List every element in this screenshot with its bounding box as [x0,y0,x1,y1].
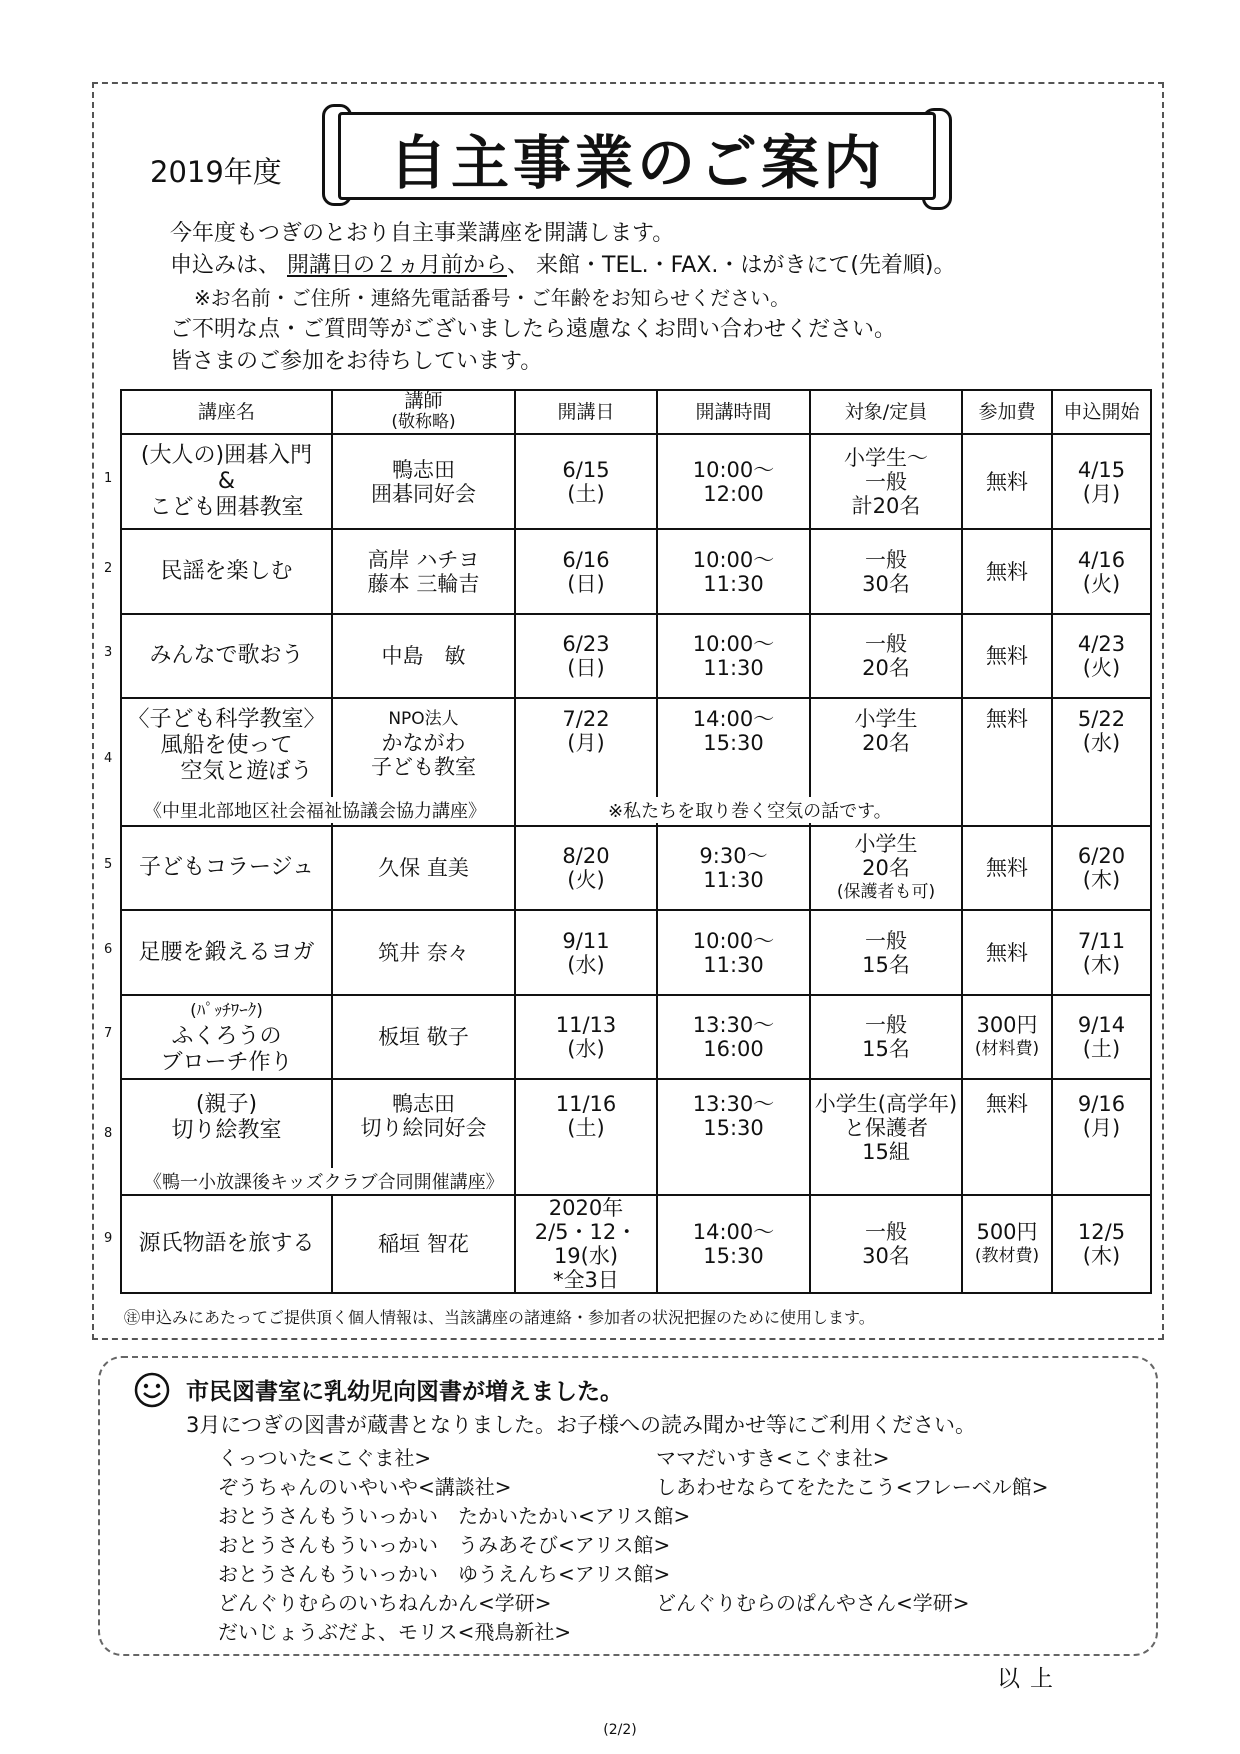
cell-time [657,434,810,529]
apply-line: 7/11 [1077,928,1126,953]
cell-apply [1052,698,1151,826]
time-line: 12:00 [703,481,764,506]
cell-name [121,910,332,995]
closing-mark: 以上 [997,1666,1063,1692]
cell-target [810,614,962,698]
target-line: 20名 [862,731,910,755]
target-line: 小学生～ [844,445,928,470]
target-line: 小学生 [854,832,918,856]
teacher-line: 稲垣 智花 [378,1232,469,1256]
time-line: 13:30～ [692,1092,775,1116]
book-item: どんぐりむらのいちねんかん<学研> [218,1591,552,1615]
cell-date [515,614,657,698]
col-header-target: 対象/定員 [810,390,962,434]
cell-target [810,995,962,1079]
time-line: 16:00 [703,1037,764,1061]
teacher-line: 板垣 敬子 [378,1025,469,1049]
fee-line: 300円 [976,1013,1038,1037]
name-line: 空気と遊ぼう [180,759,313,784]
teacher-line: 高岸 ハチヨ [367,547,480,572]
time-line: 14:00～ [692,1220,775,1244]
fee-line: 無料 [986,707,1028,731]
page-number: (2/2) [603,1722,637,1738]
time-line: 11:30 [703,868,764,892]
time-line: 15:30 [703,1244,764,1268]
name-line: 切り絵教室 [171,1118,282,1143]
time-line: 11:30 [703,656,764,680]
name-line: & [217,468,236,494]
target-line: 30名 [862,1244,910,1268]
cell-date [515,434,657,529]
cell-apply [1052,910,1151,995]
apply-line: (月) [1082,1116,1121,1140]
teacher-line: 藤本 三輪吉 [367,571,480,596]
table-row [121,826,1151,910]
cell-apply [1052,1195,1151,1293]
cell-teacher [332,995,515,1079]
time-line: 11:30 [703,571,764,596]
cell-teacher [332,826,515,910]
teacher-header-label: 講師 [404,390,443,412]
teacher-line: 筑井 奈々 [378,940,469,965]
date-line: (日) [567,656,605,680]
teacher-line: NPO法人 [388,709,459,729]
intro-text [170,218,956,378]
apply-line: 9/16 [1077,1092,1126,1116]
fee-line: 無料 [986,559,1028,584]
cell-teacher [332,529,515,614]
cell-fee [962,529,1052,614]
cell-date [515,910,657,995]
cell-fee [962,614,1052,698]
table-row [121,614,1151,698]
time-line: 13:30～ [692,1013,775,1037]
cell-apply [1052,826,1151,910]
col-header-teacher [332,390,515,434]
time-line: 15:30 [703,731,764,755]
target-line: 15名 [862,952,910,977]
book-item: おとうさんもういっかい たかいたかい<アリス館> [218,1504,691,1528]
cell-target [810,910,962,995]
target-line: 一般 [865,469,907,494]
teacher-line: 鴨志田 [392,457,455,482]
apply-line: 4/16 [1077,547,1126,572]
course-rows [121,434,1151,1293]
name-line: (大人の)囲碁入門 [140,442,313,468]
cell-target [810,529,962,614]
title-scroll [322,104,952,204]
remark-row4-right: ※私たちを取り巻く空気の話です。 [606,797,894,823]
name-line: 足腰を鍛えるヨガ [138,939,315,965]
intro-line-2 [170,250,956,282]
book-item: しあわせならてをたたこう<フレーベル館> [656,1475,1049,1499]
cell-date [515,529,657,614]
intro-line-2-post: 、 来館・TEL.・FAX.・はがきにて(先着順)。 [507,253,956,278]
library-title: 市民図書室に乳幼児向図書が増えました。 [186,1379,623,1405]
name-line: みんなで歌おう [149,643,304,668]
cell-date [515,1079,657,1195]
cell-fee [962,434,1052,529]
cell-fee [962,1079,1052,1195]
cell-teacher [332,1195,515,1293]
cell-target [810,1079,962,1195]
remark-row8-left: 《鴨一小放課後キッズクラブ合同開催講座》 [142,1168,506,1194]
teacher-line: 子ども教室 [371,755,476,779]
book-item: おとうさんもういっかい うみあそび<アリス館> [218,1533,671,1557]
col-header-time: 開講時間 [657,390,810,434]
teacher-line: 鴨志田 [392,1092,455,1116]
cell-apply [1052,995,1151,1079]
book-item: どんぐりむらのぱんやさん<学研> [656,1591,970,1615]
cell-fee [962,826,1052,910]
row-number: 1 [104,470,113,486]
book-item: おとうさんもういっかい ゆうえんち<アリス館> [218,1562,671,1586]
target-line: 一般 [865,547,907,572]
cell-time [657,826,810,910]
cell-date [515,995,657,1079]
col-header-fee: 参加費 [962,390,1052,434]
cell-fee [962,698,1052,826]
name-line: (親子) [195,1092,258,1117]
apply-line: (水) [1082,731,1121,755]
cell-apply [1052,529,1151,614]
apply-line: (木) [1082,1244,1121,1268]
col-header-date: 開講日 [515,390,657,434]
table-row [121,910,1151,995]
name-line: (ﾊﾟｯﾁﾜｰｸ) [190,1001,263,1021]
cell-teacher [332,910,515,995]
apply-line: 4/15 [1077,457,1126,482]
date-line: (水) [567,952,605,977]
row-number: 4 [104,751,113,766]
name-line: 子どもコラージュ [138,855,315,880]
date-line: 2020年 [548,1196,624,1220]
apply-line: (木) [1082,952,1121,977]
time-line: 10:00～ [692,632,775,656]
apply-line: (木) [1082,868,1121,892]
fee-line: 無料 [986,644,1028,668]
target-line: 小学生(高学年) [814,1092,958,1116]
row-number: 7 [104,1026,113,1041]
intro-line-3: ご不明な点・ご質問等がございましたら遠慮なくお問い合わせください。 [170,317,897,342]
fee-line: 無料 [986,856,1028,880]
teacher-line: 切り絵同好会 [360,1116,487,1140]
time-line: 9:30～ [699,844,768,868]
date-line: 6/23 [562,632,610,656]
fee-line: (教材費) [974,1246,1040,1266]
target-line: 20名 [862,856,910,880]
date-line: 6/15 [562,457,610,482]
remark-row4-left: 《中里北部地区社会福祉協議会協力講座》 [142,797,488,823]
cell-fee [962,995,1052,1079]
target-line: 20名 [862,656,910,680]
apply-line: 4/23 [1077,632,1126,656]
apply-line: (火) [1082,656,1121,680]
name-line: 民謡を楽しむ [160,558,293,584]
target-line: 一般 [865,928,907,953]
row-number: 8 [104,1126,113,1141]
row-number: 9 [104,1230,113,1246]
cell-time [657,995,810,1079]
fee-line: 500円 [976,1220,1038,1244]
target-line: 一般 [865,632,907,656]
apply-line: 9/14 [1077,1013,1126,1037]
time-line: 10:00～ [692,547,775,572]
fee-line: 無料 [986,1092,1028,1116]
cell-target [810,1195,962,1293]
date-line: 11/13 [555,1013,617,1037]
name-line: こども囲碁教室 [149,494,304,520]
cell-time [657,1195,810,1293]
cell-name [121,826,332,910]
row-number: 2 [104,560,113,576]
teacher-line: 久保 直美 [378,856,469,880]
table-row [121,1195,1151,1293]
target-line: 小学生 [854,707,918,731]
apply-line: 6/20 [1077,844,1126,868]
library-description: 3月につぎの図書が蔵書となりました。お子様への読み聞かせ等にご利用ください。 [186,1413,976,1437]
teacher-line: 中島 敏 [381,644,466,668]
apply-line: 12/5 [1077,1220,1126,1244]
apply-line: (月) [1082,481,1121,506]
date-line: 9/11 [562,928,610,953]
target-line: 一般 [865,1013,907,1037]
table-row [121,529,1151,614]
date-line: (日) [567,571,605,596]
intro-line-4: 皆さまのご参加をお待ちしています。 [170,349,543,374]
cell-target [810,434,962,529]
name-line: 源氏物語を旅する [138,1231,315,1256]
name-line: 〈子ども科学教室〉 [127,707,326,732]
date-line: 2/5・12・ [534,1220,638,1244]
row-number: 6 [104,941,113,957]
teacher-line: 囲碁同好会 [371,481,476,506]
book-item: ママだいすき<こぐま社> [656,1446,890,1470]
cell-apply [1052,1079,1151,1195]
date-line: 6/16 [562,547,610,572]
date-line: 8/20 [562,844,610,868]
date-line: 11/16 [555,1092,617,1116]
table-row [121,434,1151,529]
cell-date [515,826,657,910]
target-line: 一般 [865,1220,907,1244]
book-item: くっついた<こぐま社> [218,1446,432,1470]
fee-line: 無料 [986,469,1028,494]
cell-name [121,1195,332,1293]
target-line: と保護者 [844,1116,928,1140]
target-line: 15組 [862,1140,910,1164]
book-item: だいじょうぶだよ、モリス<飛鳥新社> [218,1620,572,1644]
col-header-name: 講座名 [121,390,332,434]
course-table [120,389,1152,1294]
cell-time [657,910,810,995]
date-line: *全3日 [553,1268,619,1292]
fee-line: (材料費) [974,1039,1040,1059]
target-line: (保護者も可) [836,882,936,902]
name-line: ふくろうの [171,1024,282,1049]
name-line: ブローチ作り [160,1050,293,1075]
cell-name [121,434,332,529]
cell-fee [962,1195,1052,1293]
cell-time [657,614,810,698]
table-header-row [121,390,1151,434]
time-line: 10:00～ [692,457,775,482]
apply-line: 5/22 [1077,707,1126,731]
page-title: 自主事業のご案内 [388,129,885,197]
row-number: 5 [104,857,113,872]
date-line: (土) [567,481,605,506]
cell-target [810,826,962,910]
cell-name [121,529,332,614]
apply-line: (火) [1082,571,1121,596]
cell-time [657,1079,810,1195]
table-row [121,995,1151,1079]
date-line: (水) [567,1037,605,1061]
cell-time [657,529,810,614]
target-line: 30名 [862,571,910,596]
teacher-line: かながわ [381,731,466,755]
privacy-footnote: ㊟申込みにあたってご提供頂く個人情報は、当該講座の諸連絡・参加者の状況把握のために使用します。 [124,1308,875,1327]
smiley-icon [134,1372,170,1408]
cell-apply [1052,434,1151,529]
date-line: 7/22 [562,707,610,731]
time-line: 11:30 [703,952,764,977]
target-line: 15名 [862,1037,910,1061]
date-line: 19(水) [553,1244,619,1268]
cell-teacher [332,434,515,529]
teacher-header-note: (敬称略) [391,412,456,432]
date-line: (火) [567,868,605,892]
intro-line-1: 今年度もつぎのとおり自主事業講座を開講します。 [170,221,675,246]
time-line: 14:00～ [692,707,775,731]
apply-period-emphasis: 開講日の２ヵ月前から [287,253,508,278]
cell-fee [962,910,1052,995]
cell-teacher [332,614,515,698]
cell-date [515,1195,657,1293]
target-line: 計20名 [851,493,921,518]
time-line: 15:30 [703,1116,764,1140]
fiscal-year: 2019年度 [150,155,282,189]
name-line: 風船を使って [160,733,293,758]
cell-name [121,995,332,1079]
row-number: 3 [104,645,113,660]
book-item: ぞうちゃんのいやいや<講談社> [218,1475,512,1499]
time-line: 10:00～ [692,928,775,953]
fee-line: 無料 [986,940,1028,965]
cell-apply [1052,614,1151,698]
cell-name [121,614,332,698]
date-line: (月) [567,731,605,755]
intro-note: ※お名前・ご住所・連絡先電話番号・ご年齢をお知らせください。 [194,286,791,310]
apply-line: (土) [1082,1037,1121,1061]
date-line: (土) [567,1116,605,1140]
col-header-apply: 申込開始 [1052,390,1151,434]
intro-line-2-pre: 申込みは、 [170,253,287,278]
